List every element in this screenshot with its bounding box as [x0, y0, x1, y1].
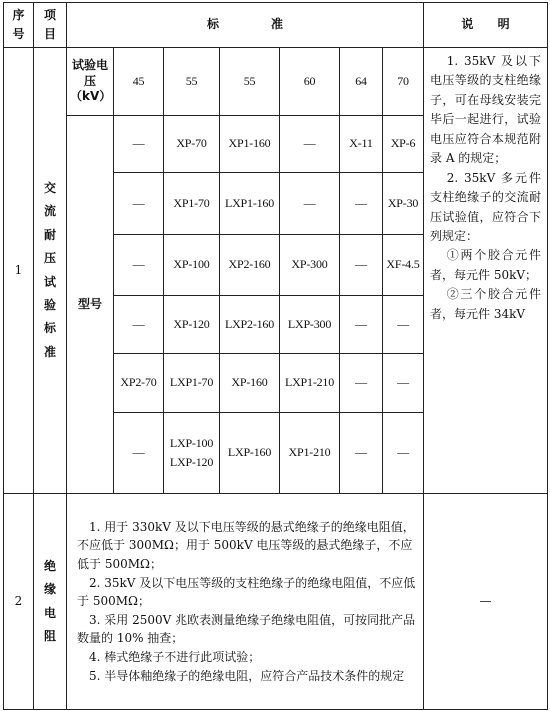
model-cell: XF-4.5: [383, 235, 424, 296]
row1-notes: [424, 48, 548, 494]
row2-seq: 2: [4, 494, 34, 710]
standard-paragraph: 3. 采用 2500V 兆欧表测量绝缘子绝缘电阻值，可按同批产品数量的 10% 抽查；: [77, 612, 416, 646]
model-cell: XP2-70: [114, 354, 164, 413]
model-cell: —: [114, 173, 164, 235]
voltage-label: 试验电压（kV）: [67, 48, 114, 116]
model-cell: XP1-70: [164, 173, 220, 235]
voltage-value: 55: [220, 48, 280, 116]
model-cell: LXP1-160: [220, 173, 280, 235]
voltage-value: 60: [280, 48, 340, 116]
note-paragraph: 1. 35kV 及以下电压等级的支柱绝缘子，可在母线安装完毕后一起进行，试验电压应符合本规范附录 A 的规定；: [430, 54, 541, 166]
row2: [4, 494, 548, 710]
model-cell: —: [383, 296, 424, 354]
header-row: [4, 3, 548, 48]
model-cell: XP1-210: [280, 413, 340, 494]
model-cell: X-11: [340, 116, 383, 173]
model-cell: XP-300: [280, 235, 340, 296]
model-cell: XP-70: [164, 116, 220, 173]
model-cell: LXP2-160: [220, 296, 280, 354]
note-paragraph: ②三个胶合元件者，每元件 34kV: [430, 287, 541, 321]
model-cell: XP-6: [383, 116, 424, 173]
model-cell: —: [340, 354, 383, 413]
model-cell: XP-100: [164, 235, 220, 296]
model-cell: LXP1-210: [280, 354, 340, 413]
model-cell: XP-30: [383, 173, 424, 235]
note-paragraph: 2. 35kV 多元件支柱绝缘子的交流耐压试验值，应符合下列规定：: [430, 170, 541, 243]
model-cell: —: [340, 413, 383, 494]
voltage-value: 70: [383, 48, 424, 116]
model-label: 型号: [67, 116, 114, 494]
standard-paragraph: 2. 35kV 及以下电压等级的支柱绝缘子的绝缘电阻值，不应低于 500MΩ；: [77, 575, 416, 609]
model-cell: —: [340, 173, 383, 235]
model-cell: —: [114, 413, 164, 494]
model-cell: XP2-160: [220, 235, 280, 296]
model-cell: —: [340, 296, 383, 354]
header-note: 说 明: [424, 3, 548, 48]
model-cell: XP-120: [164, 296, 220, 354]
voltage-value: 55: [164, 48, 220, 116]
row1-item: 交流耐压试验标准: [34, 48, 67, 494]
model-cell: —: [114, 116, 164, 173]
model-cell: LXP-100 LXP-120: [164, 413, 220, 494]
model-cell: —: [383, 354, 424, 413]
header-seq: 序号: [4, 3, 34, 48]
row2-note: —: [424, 494, 548, 710]
standard-paragraph: 1. 用于 330kV 及以下电压等级的悬式绝缘子的绝缘电阻值，不应低于 300MΩ；用于 500kV 电压等级的悬式绝缘子，不应低于 500MΩ；: [77, 519, 415, 572]
model-cell: —: [280, 116, 340, 173]
standard-paragraph: 4. 棒式绝缘子不进行此项试验；: [89, 649, 261, 664]
row1-seq: 1: [4, 48, 34, 494]
note-paragraph: ①两个胶合元件者，每元件 50kV；: [430, 248, 541, 282]
model-cell: —: [340, 235, 383, 296]
standard-paragraph: 5. 半导体釉绝缘子的绝缘电阻，应符合产品技术条件的规定: [89, 668, 405, 683]
model-cell: —: [114, 235, 164, 296]
model-cell: LXP-160: [220, 413, 280, 494]
model-cell: —: [383, 413, 424, 494]
row2-item: 绝缘电阻: [34, 494, 67, 710]
model-cell: —: [114, 296, 164, 354]
row2-standards: [67, 494, 424, 710]
model-cell: XP1-160: [220, 116, 280, 173]
voltage-value: 45: [114, 48, 164, 116]
model-cell: —: [280, 173, 340, 235]
model-cell: XP-160: [220, 354, 280, 413]
model-cell: LXP-300: [280, 296, 340, 354]
voltage-row: [4, 48, 548, 116]
header-item: 项目: [34, 3, 67, 48]
insulator-test-table: [3, 2, 548, 710]
header-standard: 标准: [67, 3, 424, 48]
voltage-value: 64: [340, 48, 383, 116]
model-cell: LXP1-70: [164, 354, 220, 413]
